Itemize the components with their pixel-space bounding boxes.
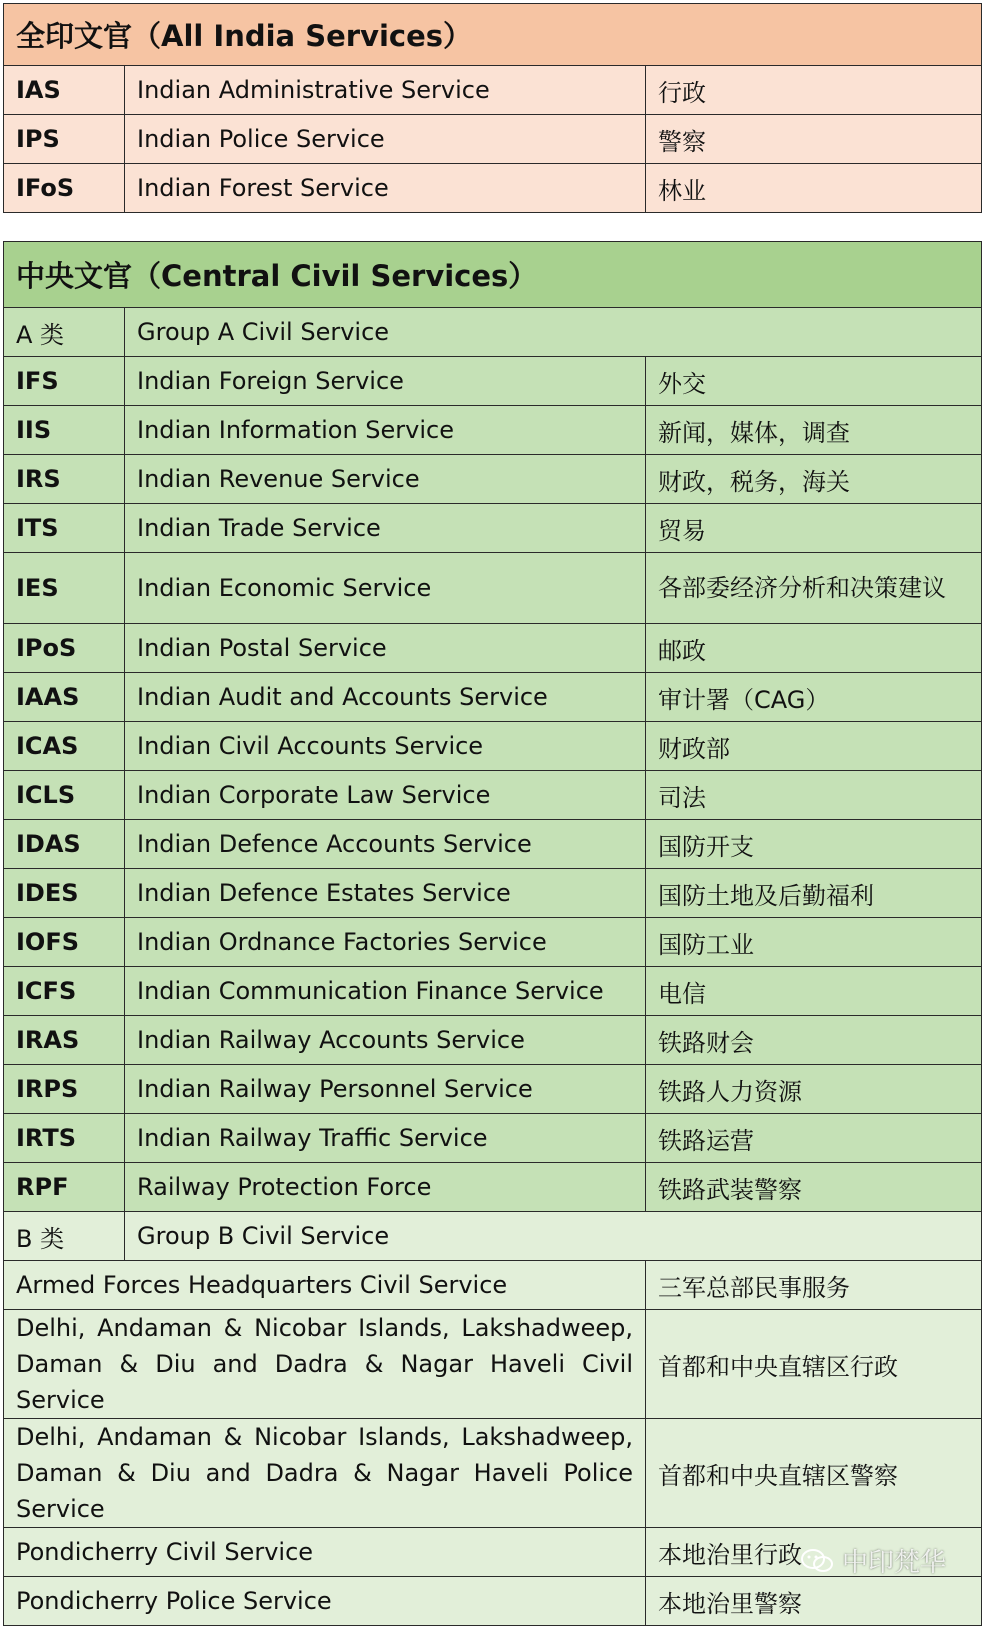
service-name: Indian Audit and Accounts Service — [125, 673, 646, 722]
service-code: ICAS — [4, 722, 125, 771]
service-cn: 首都和中央直辖区行政 — [646, 1310, 982, 1419]
service-name: Indian Information Service — [125, 406, 646, 455]
service-name: Indian Administrative Service — [125, 66, 646, 115]
service-code: IPS — [4, 115, 125, 164]
watermark-text: 中印梵华 — [841, 1548, 946, 1578]
table-row — [4, 115, 982, 164]
table-row — [4, 820, 982, 869]
group-name: Group B Civil Service — [125, 1212, 982, 1261]
group-code: A 类 — [4, 308, 125, 357]
service-code: IRS — [4, 455, 125, 504]
service-name: Pondicherry Police Service — [4, 1577, 646, 1626]
table-row — [4, 455, 982, 504]
group-name: Group A Civil Service — [125, 308, 982, 357]
table-row — [4, 1310, 982, 1419]
table-row — [4, 967, 982, 1016]
service-name: Indian Postal Service — [125, 624, 646, 673]
service-cn: 国防土地及后勤福利 — [646, 869, 982, 918]
group-b-row — [4, 1212, 982, 1261]
service-cn: 电信 — [646, 967, 982, 1016]
service-name: Indian Defence Accounts Service — [125, 820, 646, 869]
table-row — [4, 504, 982, 553]
service-name: Indian Economic Service — [125, 553, 646, 624]
table-row — [4, 164, 982, 213]
service-cn: 各部委经济分析和决策建议 — [646, 553, 982, 624]
service-cn: 铁路人力资源 — [646, 1065, 982, 1114]
service-cn: 首都和中央直辖区警察 — [646, 1419, 982, 1528]
service-code: IFoS — [4, 164, 125, 213]
all-india-services-table — [3, 3, 982, 213]
service-cn: 司法 — [646, 771, 982, 820]
table-row — [4, 624, 982, 673]
service-cn: 铁路运营 — [646, 1114, 982, 1163]
table-row — [4, 722, 982, 771]
table-row — [4, 553, 982, 624]
service-name: Indian Railway Personnel Service — [125, 1065, 646, 1114]
central-header: 中央文官（Central Civil Services） — [4, 242, 982, 308]
service-code: IES — [4, 553, 125, 624]
service-name: Indian Railway Accounts Service — [125, 1016, 646, 1065]
table-row — [4, 1114, 982, 1163]
service-name: Indian Defence Estates Service — [125, 869, 646, 918]
service-cn: 财政部 — [646, 722, 982, 771]
service-code: IPoS — [4, 624, 125, 673]
service-cn: 新闻，媒体，调查 — [646, 406, 982, 455]
all-india-header: 全印文官（All India Services） — [4, 4, 982, 66]
service-name: Indian Corporate Law Service — [125, 771, 646, 820]
group-a-row — [4, 308, 982, 357]
table-row — [4, 357, 982, 406]
service-code: RPF — [4, 1163, 125, 1212]
table-row — [4, 1016, 982, 1065]
table-row — [4, 1419, 982, 1528]
service-cn: 本地治里警察 — [646, 1577, 982, 1626]
service-name: Railway Protection Force — [125, 1163, 646, 1212]
service-code: IDAS — [4, 820, 125, 869]
service-cn: 铁路武装警察 — [646, 1163, 982, 1212]
service-name: Indian Ordnance Factories Service — [125, 918, 646, 967]
table-row — [4, 918, 982, 967]
service-name: Indian Foreign Service — [125, 357, 646, 406]
service-cn: 邮政 — [646, 624, 982, 673]
service-code: IOFS — [4, 918, 125, 967]
table-row — [4, 869, 982, 918]
service-code: IAAS — [4, 673, 125, 722]
service-name: Delhi, Andaman & Nicobar Islands, Lakshadweep, Daman & Diu and Dadra & Nagar Haveli Police Service — [4, 1419, 646, 1528]
service-cn: 国防工业 — [646, 918, 982, 967]
service-name: Indian Revenue Service — [125, 455, 646, 504]
table-row — [4, 1577, 982, 1626]
central-civil-services-table — [3, 241, 982, 1626]
service-cn: 林业 — [646, 164, 982, 213]
table-row — [4, 1163, 982, 1212]
service-code: IRTS — [4, 1114, 125, 1163]
service-name: Pondicherry Civil Service — [4, 1528, 646, 1577]
table-row — [4, 406, 982, 455]
service-cn: 财政，税务，海关 — [646, 455, 982, 504]
service-cn: 警察 — [646, 115, 982, 164]
table-row — [4, 771, 982, 820]
table-row — [4, 1065, 982, 1114]
table-row — [4, 1261, 982, 1310]
group-code: B 类 — [4, 1212, 125, 1261]
service-name: Indian Civil Accounts Service — [125, 722, 646, 771]
service-code: IRAS — [4, 1016, 125, 1065]
service-name: Indian Communication Finance Service — [125, 967, 646, 1016]
service-cn: 外交 — [646, 357, 982, 406]
service-name: Armed Forces Headquarters Civil Service — [4, 1261, 646, 1310]
service-name: Delhi, Andaman & Nicobar Islands, Lakshadweep, Daman & Diu and Dadra & Nagar Haveli Civil Service — [4, 1310, 646, 1419]
service-code: IAS — [4, 66, 125, 115]
service-code: IFS — [4, 357, 125, 406]
table-row — [4, 66, 982, 115]
table-row — [4, 673, 982, 722]
service-code: ICLS — [4, 771, 125, 820]
service-name: Indian Trade Service — [125, 504, 646, 553]
service-name: Indian Forest Service — [125, 164, 646, 213]
service-code: ITS — [4, 504, 125, 553]
watermark — [800, 1542, 946, 1579]
service-name: Indian Railway Traffic Service — [125, 1114, 646, 1163]
service-cn: 审计署（CAG） — [646, 673, 982, 722]
service-cn: 国防开支 — [646, 820, 982, 869]
service-code: ICFS — [4, 967, 125, 1016]
wechat-icon — [800, 1548, 834, 1574]
service-cn: 本地治里行政 — [646, 1528, 982, 1577]
service-name: Indian Police Service — [125, 115, 646, 164]
service-cn: 三军总部民事服务 — [646, 1261, 982, 1310]
service-cn: 铁路财会 — [646, 1016, 982, 1065]
service-code: IDES — [4, 869, 125, 918]
service-cn: 贸易 — [646, 504, 982, 553]
service-cn: 行政 — [646, 66, 982, 115]
service-code: IRPS — [4, 1065, 125, 1114]
service-code: IIS — [4, 406, 125, 455]
